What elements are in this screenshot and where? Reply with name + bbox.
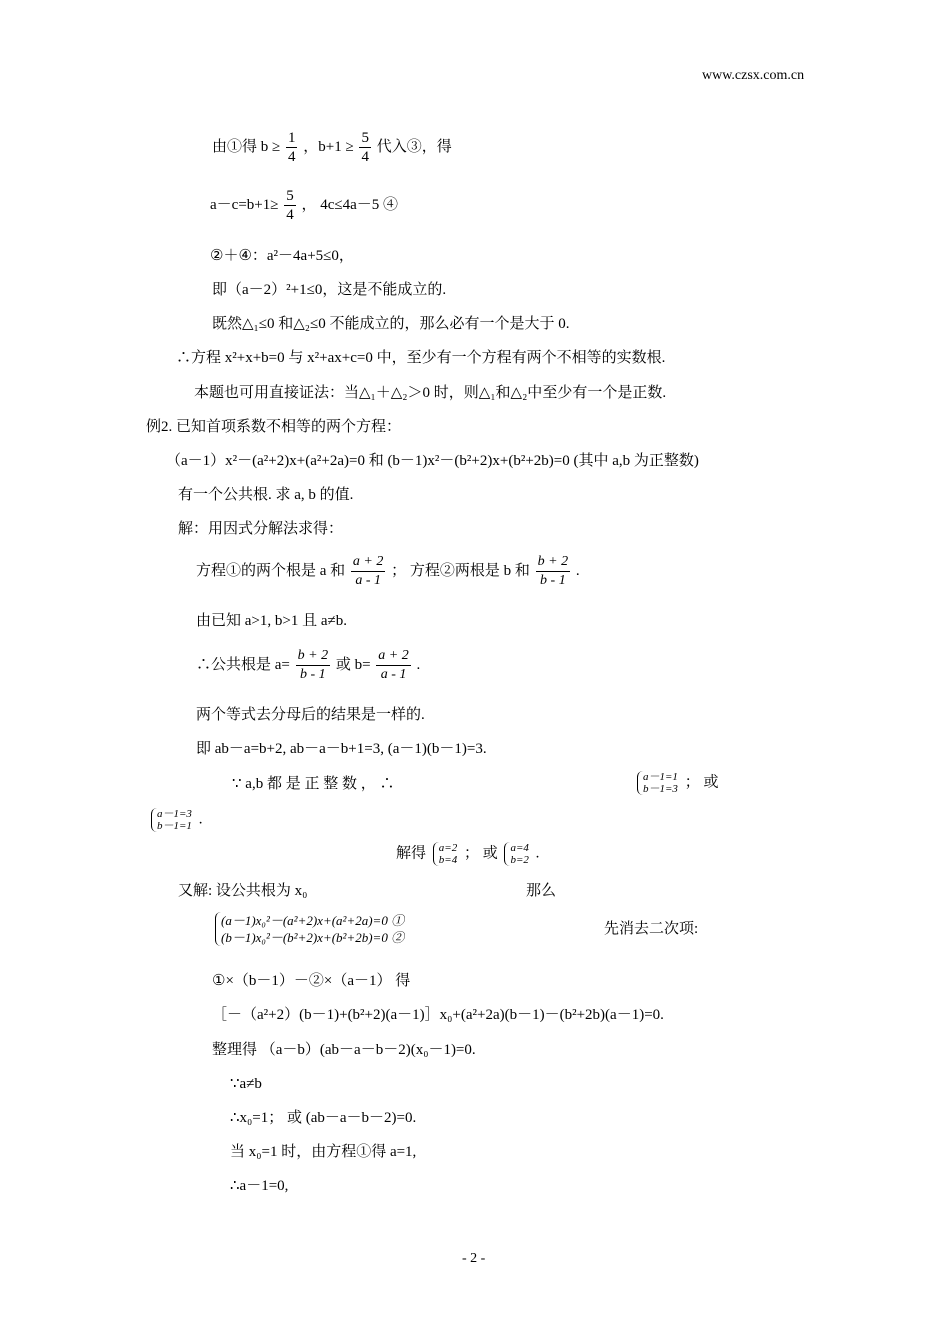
line-28: ∴a－1=0, [230, 1178, 289, 1194]
line-24: 整理得 （a－b）(ab－a－b－2)(x₀－1)=0. [212, 1042, 476, 1058]
equation-system: a=2 b=4 [433, 842, 457, 866]
equation-system: a－1=1 b－1=3 [637, 771, 678, 795]
line-22: ①×（b－1）－②×（a－1） 得 [212, 973, 411, 989]
line-9: （a－1）x²－(a²+2)x+(a²+2a)=0 和 (b－1)x²－(b²+2)x+(b²+2b)=0 (其中 a,b 为正整数) [166, 453, 699, 469]
line-17: ∵ a,b 都 是 正 整 数 ， ∴ [232, 776, 395, 792]
line-21: 先消去二次项: [604, 921, 699, 937]
example-2-title: 例2. 已知首项系数不相等的两个方程： [146, 419, 402, 435]
system-2: a－1=3 b－1=1 . [148, 808, 202, 832]
line-23: ［－（a²+2）(b－1)+(b²+2)(a－1)］x₀+(a²+2a)(b－1)－(b²+2b)(a－1)=0. [212, 1007, 664, 1023]
line-20b: 那么 [526, 883, 557, 899]
fraction: $\frac{b + 2}{b - 1}$ [297, 648, 329, 683]
fraction: $\frac{5}{4}$ [286, 188, 294, 224]
equation-system: a=4 b=2 [504, 842, 528, 866]
line-10: 有一个公共根. 求 a, b 的值. [178, 487, 354, 503]
line-1: 由①得 b ≥ $\frac{1}{4}$ ，b+1 ≥ $\frac{5}{4}$ 代入③，得 [212, 130, 452, 166]
fraction: $\frac{a + 2}{a - 1}$ [378, 648, 409, 683]
line-27: 当 x₀=1 时，由方程①得 a=1, [230, 1144, 417, 1160]
equation-system-main [212, 912, 407, 946]
line-4: 即（a－2）²+1≤0，这是不能成立的. [212, 282, 447, 298]
line-7: 本题也可用直接证法：当△₁＋△₂＞0 时，则△₁和△₂中至少有一个是正数. [194, 385, 667, 401]
line-13: 由已知 a>1, b>1 且 a≠b. [196, 613, 347, 629]
line-3: ②＋④：a²－4a+5≤0， [210, 248, 354, 264]
line-15: 两个等式去分母后的结果是一样的. [196, 707, 425, 723]
line-2: a－c=b+1≥ $\frac{5}{4}$ ， 4c≤4a－5 ④ [210, 188, 399, 224]
equation-system: (a－1)x₀²－(a²+2)x+(a²+2a)=0 ① (b－1)x₀²－(b²+2)x+(b²+2b)=0 ② [215, 912, 404, 946]
line-19: 解得 a=2 b=4 ； 或 a=4 b=2 . [396, 842, 540, 866]
line-6: ∴方程 x²+x+b=0 与 x²+ax+c=0 中，至少有一个方程有两个不相等的实数根. [176, 350, 666, 366]
line-12: 方程①的两个根是 a 和 $\frac{a + 2}{a - 1}$ ； 方程②两根是 b 和 $\frac{b + 2}{b - 1}$ . [196, 554, 580, 589]
fraction: $\frac{a + 2}{a - 1}$ [352, 554, 384, 589]
line-14: ∴公共根是 a= $\frac{b + 2}{b - 1}$ 或 b= $\frac{a + 2}{a - 1}$ . [196, 648, 421, 683]
system-1: a－1=1 b－1=3 ； 或 [634, 771, 718, 795]
line-26: ∴x₀=1； 或 (ab－a－b－2)=0. [230, 1110, 417, 1126]
line-20a: 又解: 设公共根为 x₀ [178, 883, 308, 899]
fraction: $\frac{1}{4}$ [287, 130, 296, 166]
line-5: 既然△₁≤0 和△₂≤0 不能成立的，那么必有一个是大于 0. [212, 316, 570, 332]
equation-system: a－1=3 b－1=1 [151, 808, 192, 832]
fraction: $\frac{5}{4}$ [361, 130, 369, 166]
header-site: www.czsx.com.cn [702, 68, 805, 83]
line-25: ∵a≠b [230, 1076, 262, 1092]
page-number: - 2 - [462, 1251, 486, 1266]
fraction: $\frac{b + 2}{b - 1}$ [537, 554, 569, 589]
line-16: 即 ab－a=b+2, ab－a－b+1=3, (a－1)(b－1)=3. [196, 741, 487, 757]
line-11: 解：用因式分解法求得： [178, 521, 344, 537]
